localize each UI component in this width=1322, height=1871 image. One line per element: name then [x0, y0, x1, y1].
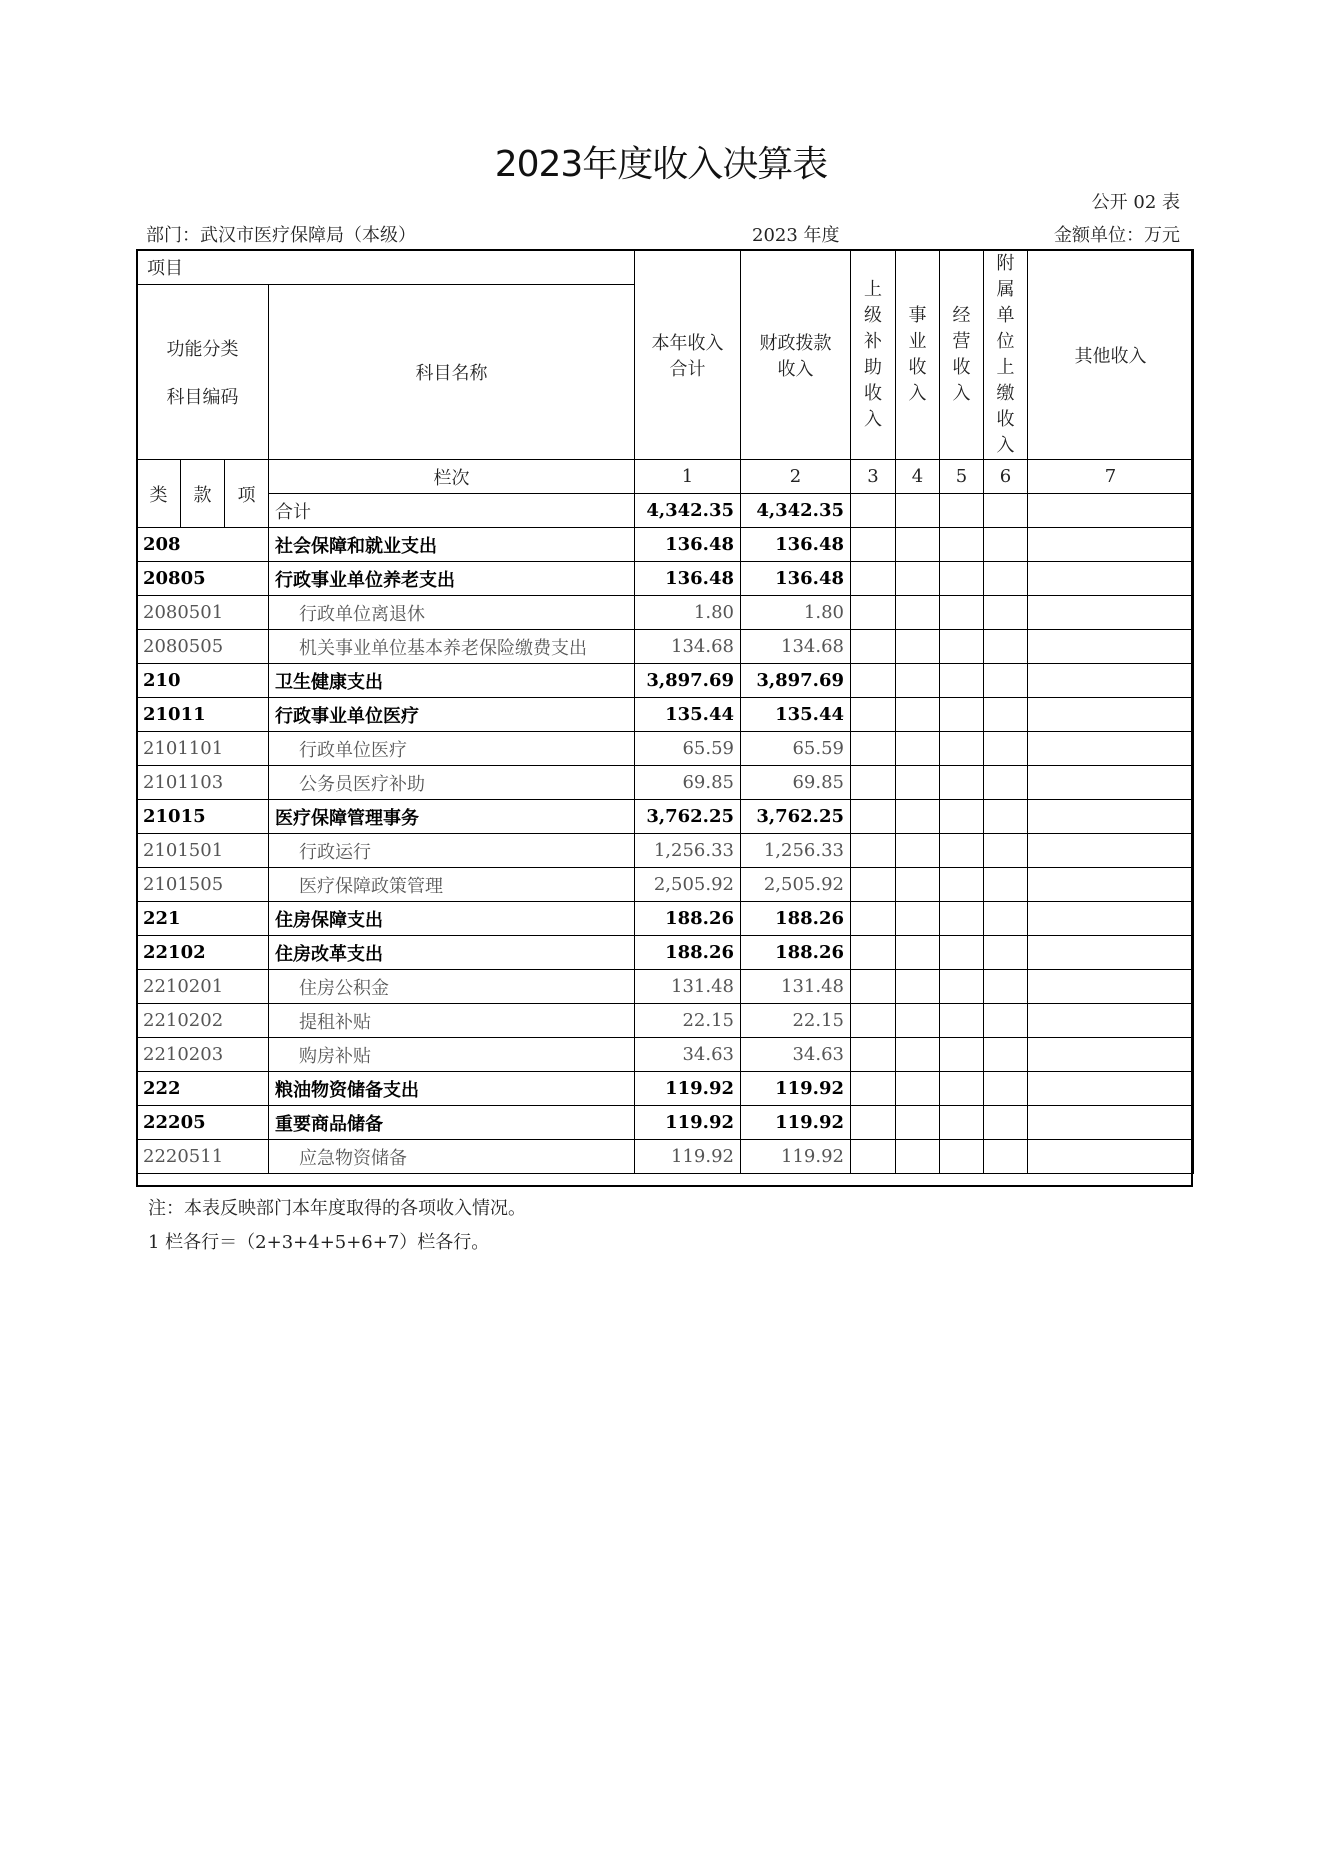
header-lanci: 栏次 [269, 460, 635, 494]
row-total-income: 22.15 [635, 1004, 741, 1038]
total-col3 [851, 494, 896, 528]
row-total-income: 188.26 [635, 936, 741, 970]
row-col6 [984, 970, 1028, 1004]
row-col7 [1028, 596, 1194, 630]
row-col5 [940, 800, 984, 834]
col-number-7: 7 [1028, 460, 1194, 494]
row-col3 [851, 1038, 896, 1072]
row-subject-name: 行政单位离退休 [269, 596, 635, 630]
table-row [137, 902, 1194, 936]
row-subject-name: 行政事业单位养老支出 [269, 562, 635, 596]
row-fiscal-income: 22.15 [741, 1004, 851, 1038]
row-code: 2210202 [137, 1004, 269, 1038]
header-col3: 上 级 补 助 收 入 [851, 250, 896, 460]
row-total-income: 3,897.69 [635, 664, 741, 698]
row-col6 [984, 1038, 1028, 1072]
row-col5 [940, 698, 984, 732]
row-subject-name: 重要商品储备 [269, 1106, 635, 1140]
row-col4 [896, 868, 940, 902]
row-col7 [1028, 698, 1194, 732]
row-total-income: 69.85 [635, 766, 741, 800]
row-col7 [1028, 766, 1194, 800]
row-col4 [896, 1140, 940, 1174]
row-col4 [896, 1004, 940, 1038]
row-code: 2101103 [137, 766, 269, 800]
row-col6 [984, 800, 1028, 834]
row-col3 [851, 630, 896, 664]
row-code: 210 [137, 664, 269, 698]
row-subject-name: 住房改革支出 [269, 936, 635, 970]
row-fiscal-income: 1.80 [741, 596, 851, 630]
row-total-income: 1,256.33 [635, 834, 741, 868]
form-code: 公开 02 表 [1091, 192, 1180, 213]
header-col1 [635, 250, 741, 460]
row-subject-name: 应急物资储备 [269, 1140, 635, 1174]
row-subject-name: 行政事业单位医疗 [269, 698, 635, 732]
row-code: 22205 [137, 1106, 269, 1140]
row-col7 [1028, 562, 1194, 596]
row-code: 221 [137, 902, 269, 936]
table-body [137, 528, 1194, 1174]
row-subject-name: 住房保障支出 [269, 902, 635, 936]
header-col2 [741, 250, 851, 460]
header-col4: 事 业 收 入 [896, 250, 940, 460]
row-col5 [940, 630, 984, 664]
row-col3 [851, 1004, 896, 1038]
row-col3 [851, 732, 896, 766]
row-col4 [896, 1038, 940, 1072]
row-col5 [940, 868, 984, 902]
row-col5 [940, 766, 984, 800]
row-total-income: 119.92 [635, 1140, 741, 1174]
row-total-income: 65.59 [635, 732, 741, 766]
row-col6 [984, 1004, 1028, 1038]
col-number-3: 3 [851, 460, 896, 494]
col-number-5: 5 [940, 460, 984, 494]
header-func-class-label: 功能分类 [166, 339, 239, 360]
row-col4 [896, 596, 940, 630]
row-col4 [896, 630, 940, 664]
row-fiscal-income: 2,505.92 [741, 868, 851, 902]
total-col6 [984, 494, 1028, 528]
row-fiscal-income: 3,897.69 [741, 664, 851, 698]
row-col7 [1028, 528, 1194, 562]
row-fiscal-income: 65.59 [741, 732, 851, 766]
row-col7 [1028, 868, 1194, 902]
row-col3 [851, 868, 896, 902]
row-fiscal-income: 1,256.33 [741, 834, 851, 868]
row-fiscal-income: 136.48 [741, 528, 851, 562]
row-col3 [851, 528, 896, 562]
table-row [137, 1140, 1194, 1174]
row-col6 [984, 1106, 1028, 1140]
header-col2-line2: 收入 [777, 358, 814, 380]
row-col6 [984, 630, 1028, 664]
row-code: 2220511 [137, 1140, 269, 1174]
row-code: 2210203 [137, 1038, 269, 1072]
row-col6 [984, 834, 1028, 868]
row-fiscal-income: 131.48 [741, 970, 851, 1004]
header-col2-line1: 财政拨款 [759, 332, 832, 354]
row-fiscal-income: 119.92 [741, 1072, 851, 1106]
row-col7 [1028, 834, 1194, 868]
row-subject-name: 粮油物资储备支出 [269, 1072, 635, 1106]
row-total-income: 1.80 [635, 596, 741, 630]
row-col3 [851, 936, 896, 970]
row-code: 2080501 [137, 596, 269, 630]
row-col7 [1028, 1038, 1194, 1072]
header-kuan: 款 [181, 460, 225, 528]
row-total-income: 2,505.92 [635, 868, 741, 902]
table-row [137, 630, 1194, 664]
row-total-income: 3,762.25 [635, 800, 741, 834]
table-row [137, 1004, 1194, 1038]
row-subject-name: 社会保障和就业支出 [269, 528, 635, 562]
table-row [137, 528, 1194, 562]
table-row [137, 596, 1194, 630]
row-col3 [851, 664, 896, 698]
table-row [137, 936, 1194, 970]
row-col6 [984, 698, 1028, 732]
col-number-6: 6 [984, 460, 1028, 494]
row-col4 [896, 766, 940, 800]
row-col5 [940, 664, 984, 698]
row-col6 [984, 902, 1028, 936]
row-total-income: 119.92 [635, 1072, 741, 1106]
total-income: 4,342.35 [635, 494, 741, 528]
table-row [137, 664, 1194, 698]
table-row [137, 732, 1194, 766]
row-fiscal-income: 34.63 [741, 1038, 851, 1072]
table-row [137, 970, 1194, 1004]
total-col7 [1028, 494, 1194, 528]
department-label: 部门：武汉市医疗保障局（本级） [146, 225, 416, 246]
table-row [137, 1038, 1194, 1072]
row-col3 [851, 902, 896, 936]
row-col5 [940, 1038, 984, 1072]
row-col6 [984, 868, 1028, 902]
row-col7 [1028, 800, 1194, 834]
row-code: 21015 [137, 800, 269, 834]
row-code: 2101501 [137, 834, 269, 868]
table-row [137, 1106, 1194, 1140]
row-fiscal-income: 136.48 [741, 562, 851, 596]
row-subject-name: 行政单位医疗 [269, 732, 635, 766]
table-row [137, 868, 1194, 902]
row-code: 2080505 [137, 630, 269, 664]
row-col5 [940, 936, 984, 970]
year-label: 2023 年度 [752, 225, 840, 246]
row-col4 [896, 1106, 940, 1140]
row-col6 [984, 936, 1028, 970]
row-col7 [1028, 902, 1194, 936]
table-row [137, 698, 1194, 732]
row-col6 [984, 596, 1028, 630]
total-col5 [940, 494, 984, 528]
row-col7 [1028, 970, 1194, 1004]
row-col3 [851, 698, 896, 732]
row-col6 [984, 528, 1028, 562]
row-col5 [940, 596, 984, 630]
row-code: 2101505 [137, 868, 269, 902]
header-col6: 附 属 单 位 上 缴 收 入 [984, 250, 1028, 460]
row-col6 [984, 1140, 1028, 1174]
row-code: 2210201 [137, 970, 269, 1004]
row-col3 [851, 1072, 896, 1106]
row-col5 [940, 1004, 984, 1038]
page-title: 2023年度收入决算表 [494, 144, 828, 185]
table-row [137, 834, 1194, 868]
row-fiscal-income: 134.68 [741, 630, 851, 664]
row-col3 [851, 766, 896, 800]
header-project: 项目 [137, 250, 635, 285]
row-total-income: 188.26 [635, 902, 741, 936]
row-col5 [940, 562, 984, 596]
row-col6 [984, 1072, 1028, 1106]
row-total-income: 131.48 [635, 970, 741, 1004]
row-subject-name: 购房补贴 [269, 1038, 635, 1072]
row-col6 [984, 766, 1028, 800]
row-col4 [896, 528, 940, 562]
row-subject-name: 卫生健康支出 [269, 664, 635, 698]
row-col5 [940, 1106, 984, 1140]
table-row [137, 800, 1194, 834]
row-col4 [896, 1072, 940, 1106]
row-total-income: 136.48 [635, 562, 741, 596]
row-col6 [984, 732, 1028, 766]
row-col4 [896, 800, 940, 834]
row-fiscal-income: 119.92 [741, 1140, 851, 1174]
header-subject-name: 科目名称 [269, 285, 635, 460]
row-subject-name: 提租补贴 [269, 1004, 635, 1038]
row-subject-name: 行政运行 [269, 834, 635, 868]
header-subject-code-label: 科目编码 [166, 387, 239, 408]
row-col7 [1028, 732, 1194, 766]
header-xiang: 项 [225, 460, 269, 528]
row-col5 [940, 834, 984, 868]
total-fiscal: 4,342.35 [741, 494, 851, 528]
row-col3 [851, 1106, 896, 1140]
row-fiscal-income: 188.26 [741, 936, 851, 970]
table-row [137, 766, 1194, 800]
row-subject-name: 住房公积金 [269, 970, 635, 1004]
row-col7 [1028, 1004, 1194, 1038]
row-col5 [940, 528, 984, 562]
row-col7 [1028, 630, 1194, 664]
row-col3 [851, 596, 896, 630]
row-col5 [940, 970, 984, 1004]
row-col5 [940, 732, 984, 766]
row-col4 [896, 970, 940, 1004]
row-col3 [851, 970, 896, 1004]
row-fiscal-income: 69.85 [741, 766, 851, 800]
row-col4 [896, 902, 940, 936]
row-total-income: 34.63 [635, 1038, 741, 1072]
row-total-income: 136.48 [635, 528, 741, 562]
row-col7 [1028, 1140, 1194, 1174]
row-col4 [896, 834, 940, 868]
row-fiscal-income: 3,762.25 [741, 800, 851, 834]
header-col1-line1: 本年收入 [651, 332, 724, 354]
total-label: 合计 [269, 494, 635, 528]
row-total-income: 119.92 [635, 1106, 741, 1140]
row-col6 [984, 562, 1028, 596]
row-total-income: 134.68 [635, 630, 741, 664]
row-col4 [896, 562, 940, 596]
row-total-income: 135.44 [635, 698, 741, 732]
row-col4 [896, 936, 940, 970]
table-row [137, 562, 1194, 596]
row-subject-name: 公务员医疗补助 [269, 766, 635, 800]
row-col3 [851, 834, 896, 868]
row-col7 [1028, 936, 1194, 970]
row-code: 20805 [137, 562, 269, 596]
note-line-1: 注：本表反映部门本年度取得的各项收入情况。 [148, 1198, 526, 1219]
row-col3 [851, 800, 896, 834]
row-code: 22102 [137, 936, 269, 970]
col-number-2: 2 [741, 460, 851, 494]
header-col7: 其他收入 [1028, 250, 1194, 460]
total-col4 [896, 494, 940, 528]
row-subject-name: 医疗保障管理事务 [269, 800, 635, 834]
row-code: 2101101 [137, 732, 269, 766]
unit-label: 金额单位：万元 [1054, 225, 1180, 246]
income-table [136, 249, 1194, 1174]
row-col5 [940, 1140, 984, 1174]
row-col7 [1028, 1072, 1194, 1106]
row-code: 222 [137, 1072, 269, 1106]
col-number-1: 1 [635, 460, 741, 494]
row-col6 [984, 664, 1028, 698]
row-subject-name: 机关事业单位基本养老保险缴费支出 [269, 630, 635, 664]
header-func-class [137, 285, 269, 460]
row-col7 [1028, 664, 1194, 698]
header-col1-line2: 合计 [669, 358, 706, 380]
row-code: 208 [137, 528, 269, 562]
row-code: 21011 [137, 698, 269, 732]
header-lei: 类 [137, 460, 181, 528]
row-col4 [896, 664, 940, 698]
row-fiscal-income: 188.26 [741, 902, 851, 936]
table-row [137, 1072, 1194, 1106]
row-col4 [896, 732, 940, 766]
col-number-4: 4 [896, 460, 940, 494]
row-col4 [896, 698, 940, 732]
header-col5: 经 营 收 入 [940, 250, 984, 460]
row-fiscal-income: 135.44 [741, 698, 851, 732]
row-col3 [851, 1140, 896, 1174]
row-fiscal-income: 119.92 [741, 1106, 851, 1140]
notes [148, 1192, 526, 1260]
row-col5 [940, 1072, 984, 1106]
row-col7 [1028, 1106, 1194, 1140]
row-subject-name: 医疗保障政策管理 [269, 868, 635, 902]
row-col3 [851, 562, 896, 596]
note-line-2: 1 栏各行＝（2+3+4+5+6+7）栏各行。 [148, 1232, 490, 1253]
row-col5 [940, 902, 984, 936]
